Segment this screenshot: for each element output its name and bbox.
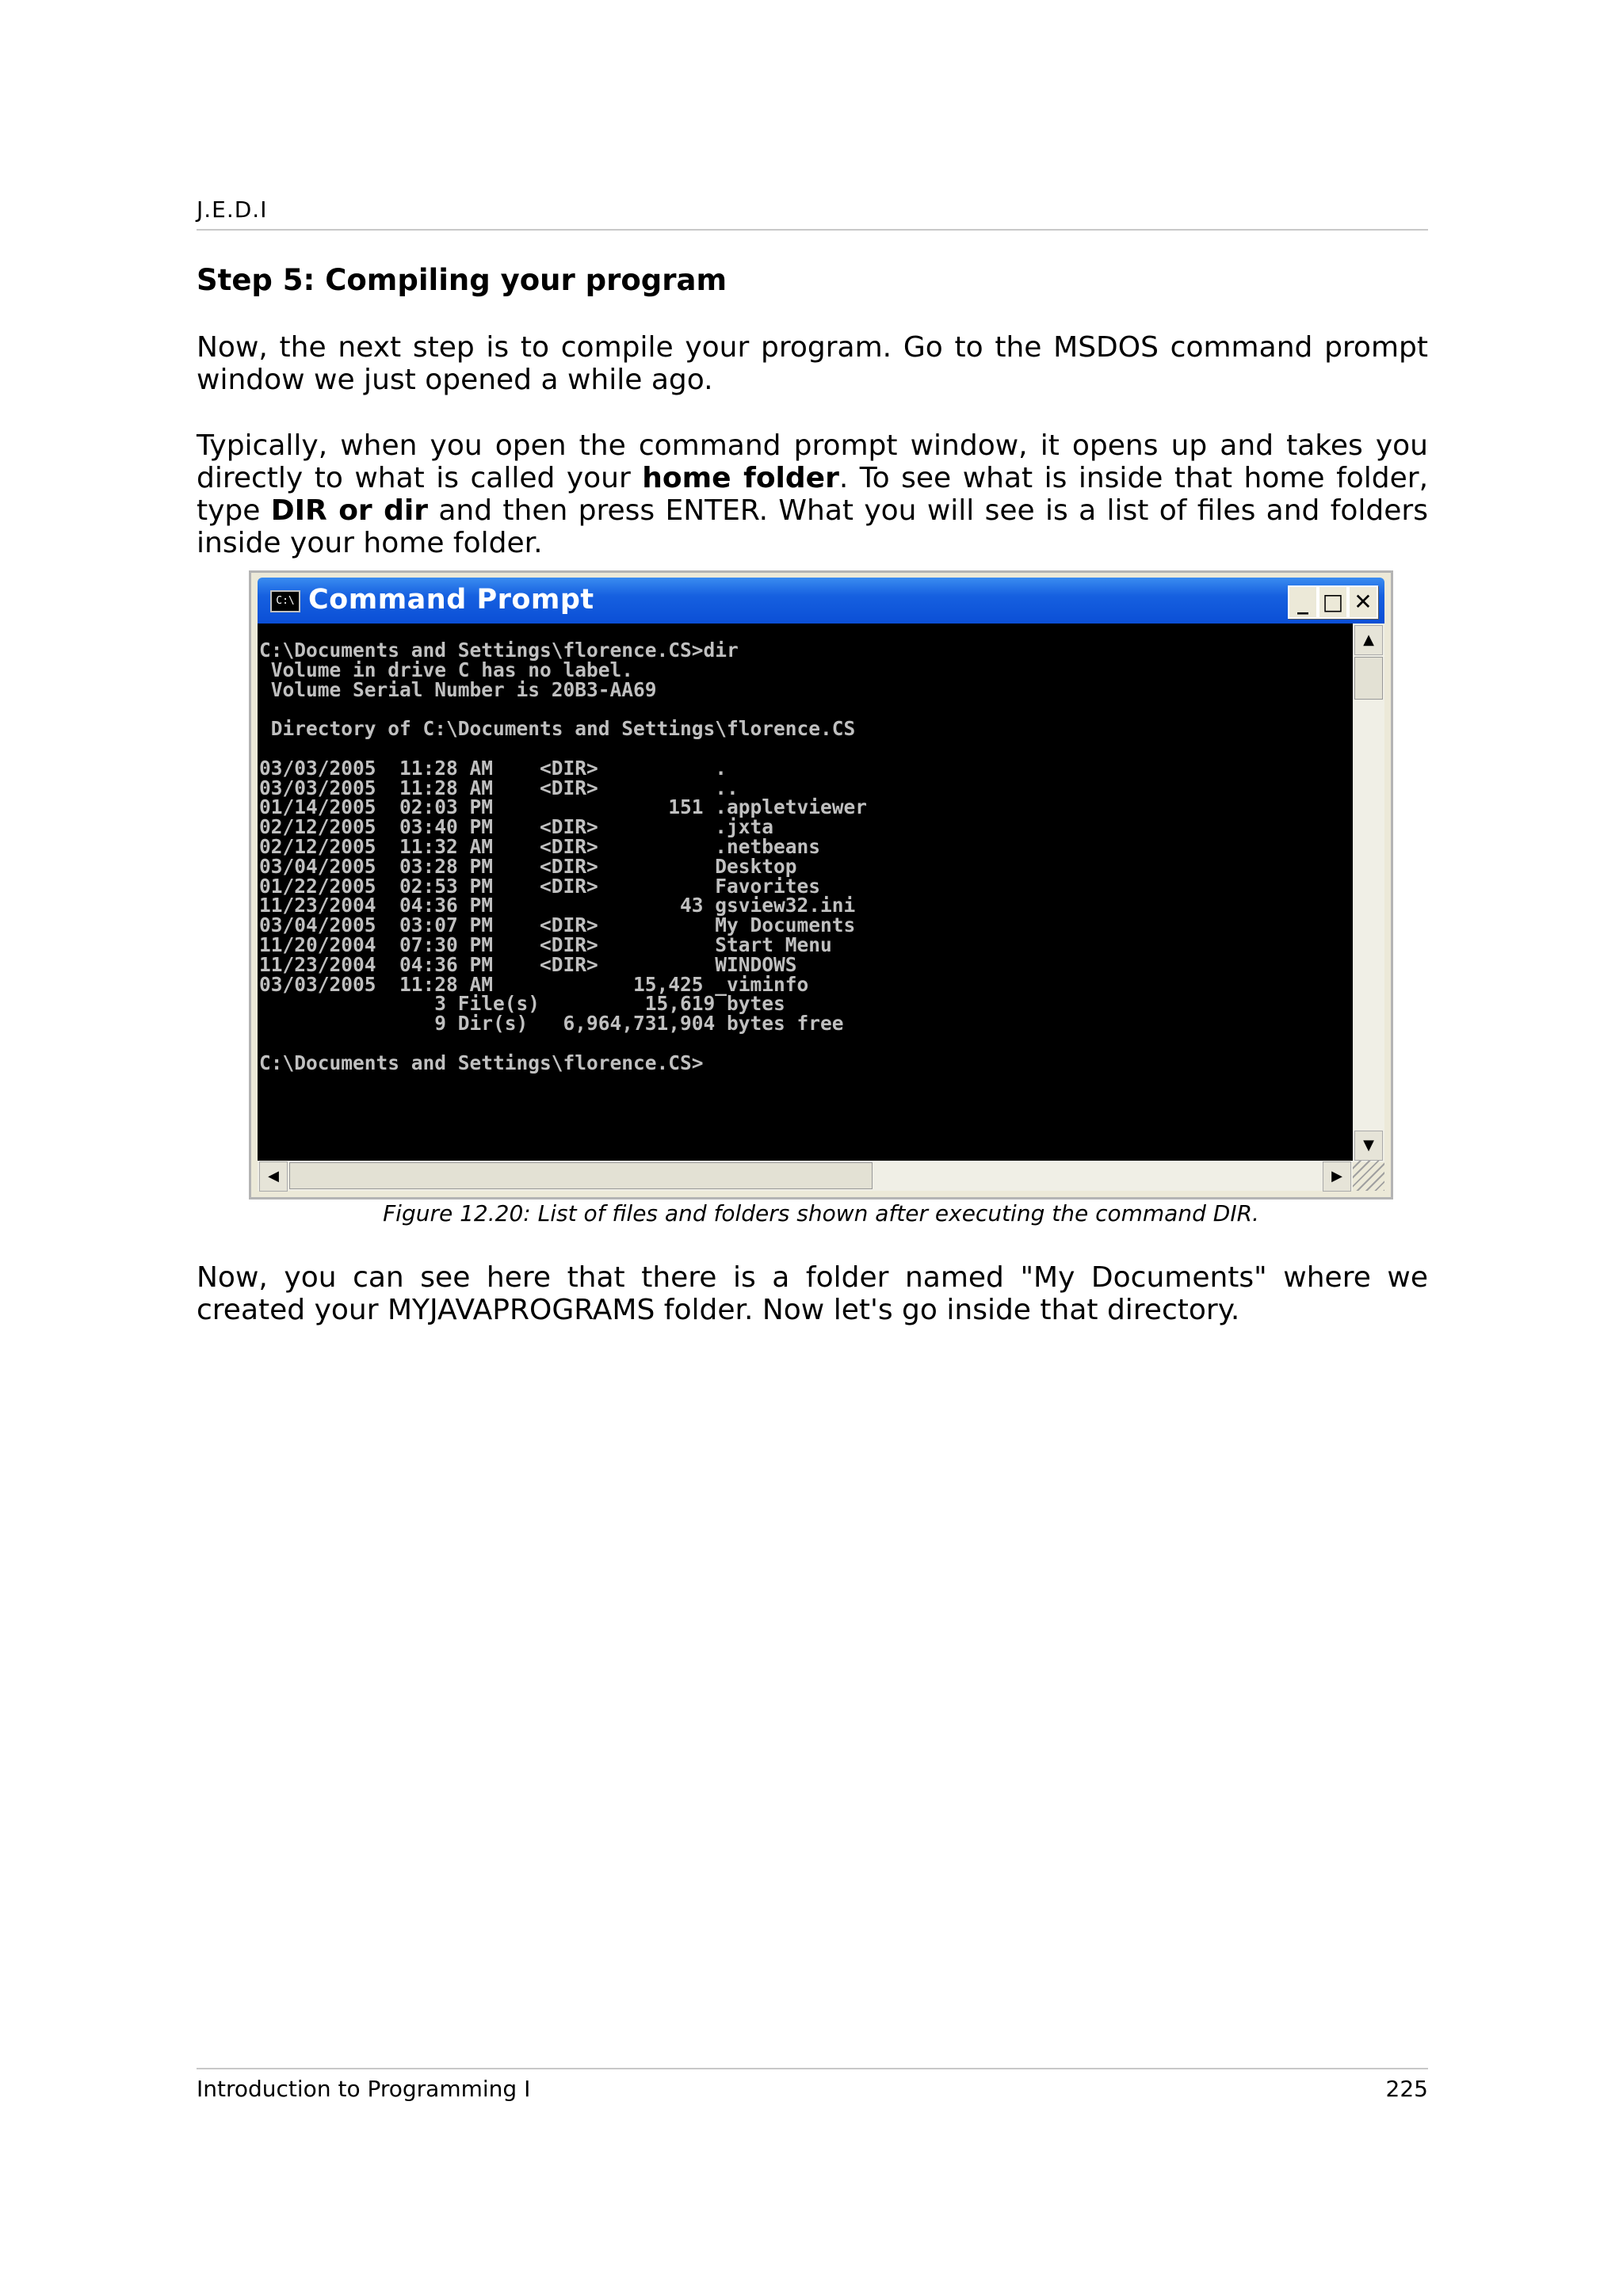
dir-command-term: DIR or dir [270, 494, 428, 527]
scroll-down-icon[interactable]: ▼ [1354, 1131, 1383, 1161]
console-text: C:\Documents and Settings\florence.CS>dir Volume in drive C has no label. Volume Serial Number is 20B3-AA69 Directory of C:\Documents and Settings\florence.CS 03/03/2005 11:28 AM <DIR> . 03/03/2005 11:28 AM <DIR> .. 01/14/2005 02:03 PM 151 .appletviewer 02/12/2005 03:40 PM <DIR> .jxta 02/12/2005 11:32 AM <DIR> .netbeans 03/04/2005 03:28 PM <DIR> Desktop 01/22/2005 02:53 PM <DIR> Favorites 11/23/2004 04:36 PM 43 gsview32.ini 03/04/2005 03:07 PM <DIR> My Documents 11/20/2004 07:30 PM <DIR> Start Menu 11/23/2004 04:36 PM <DIR> WINDOWS 03/03/2005 11:28 AM 15,425 _viminfo 3 File(s) 15,619 bytes 9 Dir(s) 6,964,731,904 bytes free C:\Documents and Settings\florence.CS> [259, 639, 868, 1074]
home-folder-term: home folder [642, 462, 839, 494]
after-figure-content [197, 1261, 1428, 1360]
header-text: J.E.D.I [197, 196, 268, 223]
command-prompt-window [249, 570, 1393, 1199]
paragraph-2-part3: and then press ENTER. What you will see is a list of files and folders inside your home folder. [197, 494, 1428, 559]
main-content [197, 261, 1428, 593]
page-footer [197, 2068, 1428, 2102]
window-title: Command Prompt [308, 584, 594, 616]
vertical-scrollbar[interactable] [1353, 624, 1384, 1162]
close-button[interactable]: ✕ [1348, 585, 1378, 619]
figure-caption: Figure 12.20: List of files and folders shown after executing the command DIR. [383, 1200, 1259, 1226]
scroll-right-icon[interactable]: ▶ [1323, 1161, 1351, 1192]
maximize-button[interactable]: □ [1318, 585, 1348, 619]
paragraph-2-part2: . To see what is inside that home folder, type [197, 462, 1429, 527]
window-titlebar[interactable] [258, 578, 1384, 624]
console-output[interactable] [258, 624, 1353, 1162]
paragraph-1: Now, the next step is to compile your program. Go to the MSDOS command prompt window we just opened a while ago. [197, 331, 1428, 396]
scroll-up-icon[interactable]: ▲ [1354, 625, 1383, 655]
horizontal-scroll-thumb[interactable] [289, 1162, 873, 1189]
paragraph-3: Now, you can see here that there is a folder named "My Documents" where we created your MYJAVAPROGRAMS folder. Now let's go inside that directory. [197, 1261, 1428, 1326]
page-number: 225 [1385, 2076, 1428, 2102]
console-icon[interactable]: C:\ [270, 590, 300, 612]
minimize-button[interactable]: _ [1288, 585, 1318, 619]
resize-grip-icon[interactable] [1353, 1161, 1384, 1191]
page-header [197, 196, 1428, 231]
paragraph-2 [197, 429, 1428, 559]
paragraph-2-part1: Typically, when you open the command prompt window, it opens up and takes you directly to what is called your [197, 429, 1428, 494]
section-heading: Step 5: Compiling your program [197, 263, 727, 297]
vertical-scroll-thumb[interactable] [1354, 657, 1383, 700]
horizontal-scrollbar[interactable] [258, 1161, 1353, 1191]
footer-title: Introduction to Programming I [197, 2076, 531, 2102]
scroll-left-icon[interactable]: ◀ [259, 1161, 288, 1192]
